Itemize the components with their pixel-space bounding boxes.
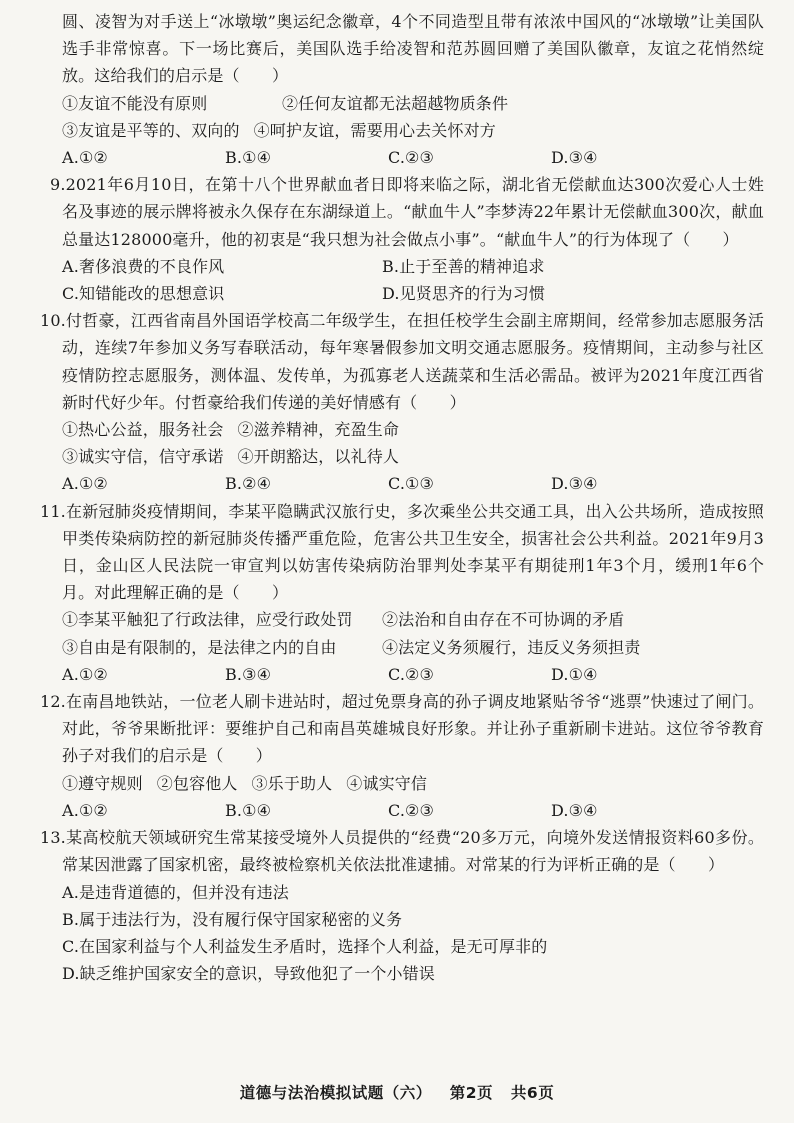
- question-number: 13.: [40, 828, 66, 848]
- option-d[interactable]: D.③④: [551, 148, 598, 168]
- statement: ④呵护友谊，需要用心去关怀对方: [253, 120, 496, 140]
- question-8-statements-row2: [62, 117, 764, 144]
- footer-title: 道德与法治模拟试题（六）: [239, 1084, 432, 1102]
- question-13-option-d-row: [62, 960, 764, 987]
- option-c[interactable]: C.②③: [388, 148, 435, 168]
- option-b[interactable]: B.止于至善的精神追求: [382, 256, 545, 276]
- option-b[interactable]: B.②④: [225, 474, 272, 494]
- option-c[interactable]: C.知错能改的思想意识: [62, 284, 225, 304]
- question-11-options: [62, 661, 764, 688]
- statement: ①友谊不能没有原则: [62, 93, 208, 113]
- question-10: [40, 307, 764, 497]
- option-a[interactable]: A.①②: [62, 148, 108, 168]
- statement: ③自由是有限制的，是法律之内的自由: [62, 637, 337, 657]
- statement: ②法治和自由存在不可协调的矛盾: [382, 610, 625, 630]
- question-10-options: [62, 470, 764, 497]
- option-c[interactable]: C.②③: [388, 664, 435, 684]
- question-13-option-a-row: [62, 879, 764, 906]
- option-d[interactable]: D.缺乏维护国家安全的意识，导致他犯了一个小错误: [62, 964, 435, 984]
- question-11-statements-row2: [62, 634, 764, 661]
- question-12-stem: [40, 688, 764, 770]
- statement: ①李某平触犯了行政法律，应受行政处罚: [62, 610, 353, 630]
- footer-total-pages: 共6页: [510, 1084, 555, 1102]
- question-10-statements-row1: [62, 416, 764, 443]
- question-8-statements-row1: [62, 90, 764, 117]
- option-d[interactable]: D.③④: [551, 474, 598, 494]
- statement: ④法定义务须履行，违反义务须担责: [382, 637, 641, 657]
- option-a[interactable]: A.奢侈浪费的不良作风: [62, 256, 225, 276]
- question-11: [40, 498, 764, 688]
- question-12-statements: [62, 770, 764, 797]
- question-11-stem: [40, 498, 764, 607]
- question-number: 10.: [40, 311, 66, 331]
- question-13-text: 某高校航天领域研究生常某接受境外人员提供的“经费“20多万元，向境外发送情报资料60多份。常某因泄露了国家机密，最终被检察机关依法批准逮捕。对常某的行为评析正确的是（ ）: [62, 828, 764, 875]
- page-footer: [0, 1080, 794, 1107]
- question-11-text: 在新冠肺炎疫情期间，李某平隐瞒武汉旅行史，多次乘坐公共交通工具，出入公共场所，造成按照甲类传染病防控的新冠肺炎传播严重危险，危害公共卫生安全，损害社会公共利益。2021年9月3日，金山区人民法院一审宣判以妨害传染病防治罪判处李某平有期徒刑1年3个月，缓刑1年6个月。对此理解正确的是（ ）: [62, 501, 764, 603]
- option-d[interactable]: D.③④: [551, 800, 598, 820]
- statement: ③诚实守信，信守承诺: [62, 447, 224, 467]
- question-9-options-row2: [62, 280, 764, 307]
- question-9: [50, 171, 764, 307]
- question-9-text: 2021年6月10日，在第十八个世界献血者日即将来临之际，湖北省无偿献血达300次爱心人士姓名及事迹的展示牌将被永久保存在东湖绿道上。“献血牛人”李梦涛22年累计无偿献血300次，献血总量达128000毫升，他的初衷是“我只想为社会做点小事”。“献血牛人”的行为体现了（ ）: [62, 175, 764, 249]
- statement: ③乐于助人: [251, 773, 333, 793]
- statement: ②包容他人: [156, 773, 238, 793]
- statement: ②滋养精神，充盈生命: [237, 420, 400, 440]
- question-12-options: [62, 797, 764, 824]
- option-c[interactable]: C.①③: [388, 474, 435, 494]
- option-d[interactable]: D.①④: [551, 664, 598, 684]
- option-b[interactable]: B.③④: [225, 664, 272, 684]
- question-10-text: 付哲豪，江西省南昌外国语学校高二年级学生，在担任校学生会副主席期间，经常参加志愿服务活动，连续7年参加义务写春联活动，每年寒暑假参加文明交通志愿服务。疫情期间，主动参与社区疫情防控志愿服务，测体温、发传单，为孤寡老人送蔬菜和生活必需品。被评为2021年度江西省新时代好少年。付哲豪给我们传递的美好情感有（ ）: [62, 311, 764, 412]
- question-10-stem: [40, 307, 764, 416]
- question-number: 12.: [40, 692, 66, 712]
- statement: ④开朗豁达，以礼待人: [237, 447, 400, 467]
- question-12: [40, 688, 764, 824]
- footer-page-number: 第2页: [449, 1084, 493, 1102]
- option-c[interactable]: C.②③: [388, 800, 435, 820]
- statement: ③友谊是平等的、双向的: [62, 120, 240, 140]
- question-8-stem: 圆、凌智为对手送上“冰墩墩”奥运纪念徽章，4个不同造型且带有浓浓中国风的“冰墩墩”让美国队选手非常惊喜。下一场比赛后，美国队选手给凌智和范苏圆回赠了美国队徽章，友谊之花悄然绽放。这给我们的启示是（ ）: [62, 12, 764, 86]
- option-b[interactable]: B.属于违法行为，没有履行保守国家秘密的义务: [62, 909, 403, 929]
- question-13-option-c-row: [62, 933, 764, 960]
- statement: ④诚实守信: [346, 773, 428, 793]
- question-12-text: 在南昌地铁站，一位老人刷卡进站时，超过免票身高的孙子调皮地紧贴爷爷“逃票”快速过了闸门。对此，爷爷果断批评：要维护自己和南昌英雄城良好形象。并让孙子重新刷卡进站。这位爷爷教育孙子对我们的启示是（ ）: [62, 692, 764, 766]
- statement: ①热心公益，服务社会: [62, 420, 224, 440]
- question-13: [40, 824, 764, 987]
- question-number: 11.: [40, 501, 66, 521]
- option-a[interactable]: A.是违背道德的，但并没有违法: [62, 882, 289, 902]
- question-9-options-row1: [62, 253, 764, 280]
- option-b[interactable]: B.①④: [225, 148, 272, 168]
- question-8: [62, 8, 764, 171]
- option-a[interactable]: A.①②: [62, 800, 108, 820]
- option-b[interactable]: B.①④: [225, 800, 272, 820]
- question-number: 9.: [50, 175, 66, 195]
- option-a[interactable]: A.①②: [62, 474, 108, 494]
- question-9-stem: [50, 171, 764, 253]
- question-11-statements-row1: [62, 606, 764, 633]
- question-13-stem: [40, 824, 764, 878]
- statement: ①遵守规则: [62, 773, 143, 793]
- question-13-option-b-row: [62, 906, 764, 933]
- statement: ②任何友谊都无法超越物质条件: [282, 93, 509, 113]
- question-10-statements-row2: [62, 443, 764, 470]
- option-c[interactable]: C.在国家利益与个人利益发生矛盾时，选择个人利益，是无可厚非的: [62, 936, 548, 956]
- question-8-options: [62, 144, 764, 171]
- option-a[interactable]: A.①②: [62, 664, 108, 684]
- option-d[interactable]: D.见贤思齐的行为习惯: [382, 284, 545, 304]
